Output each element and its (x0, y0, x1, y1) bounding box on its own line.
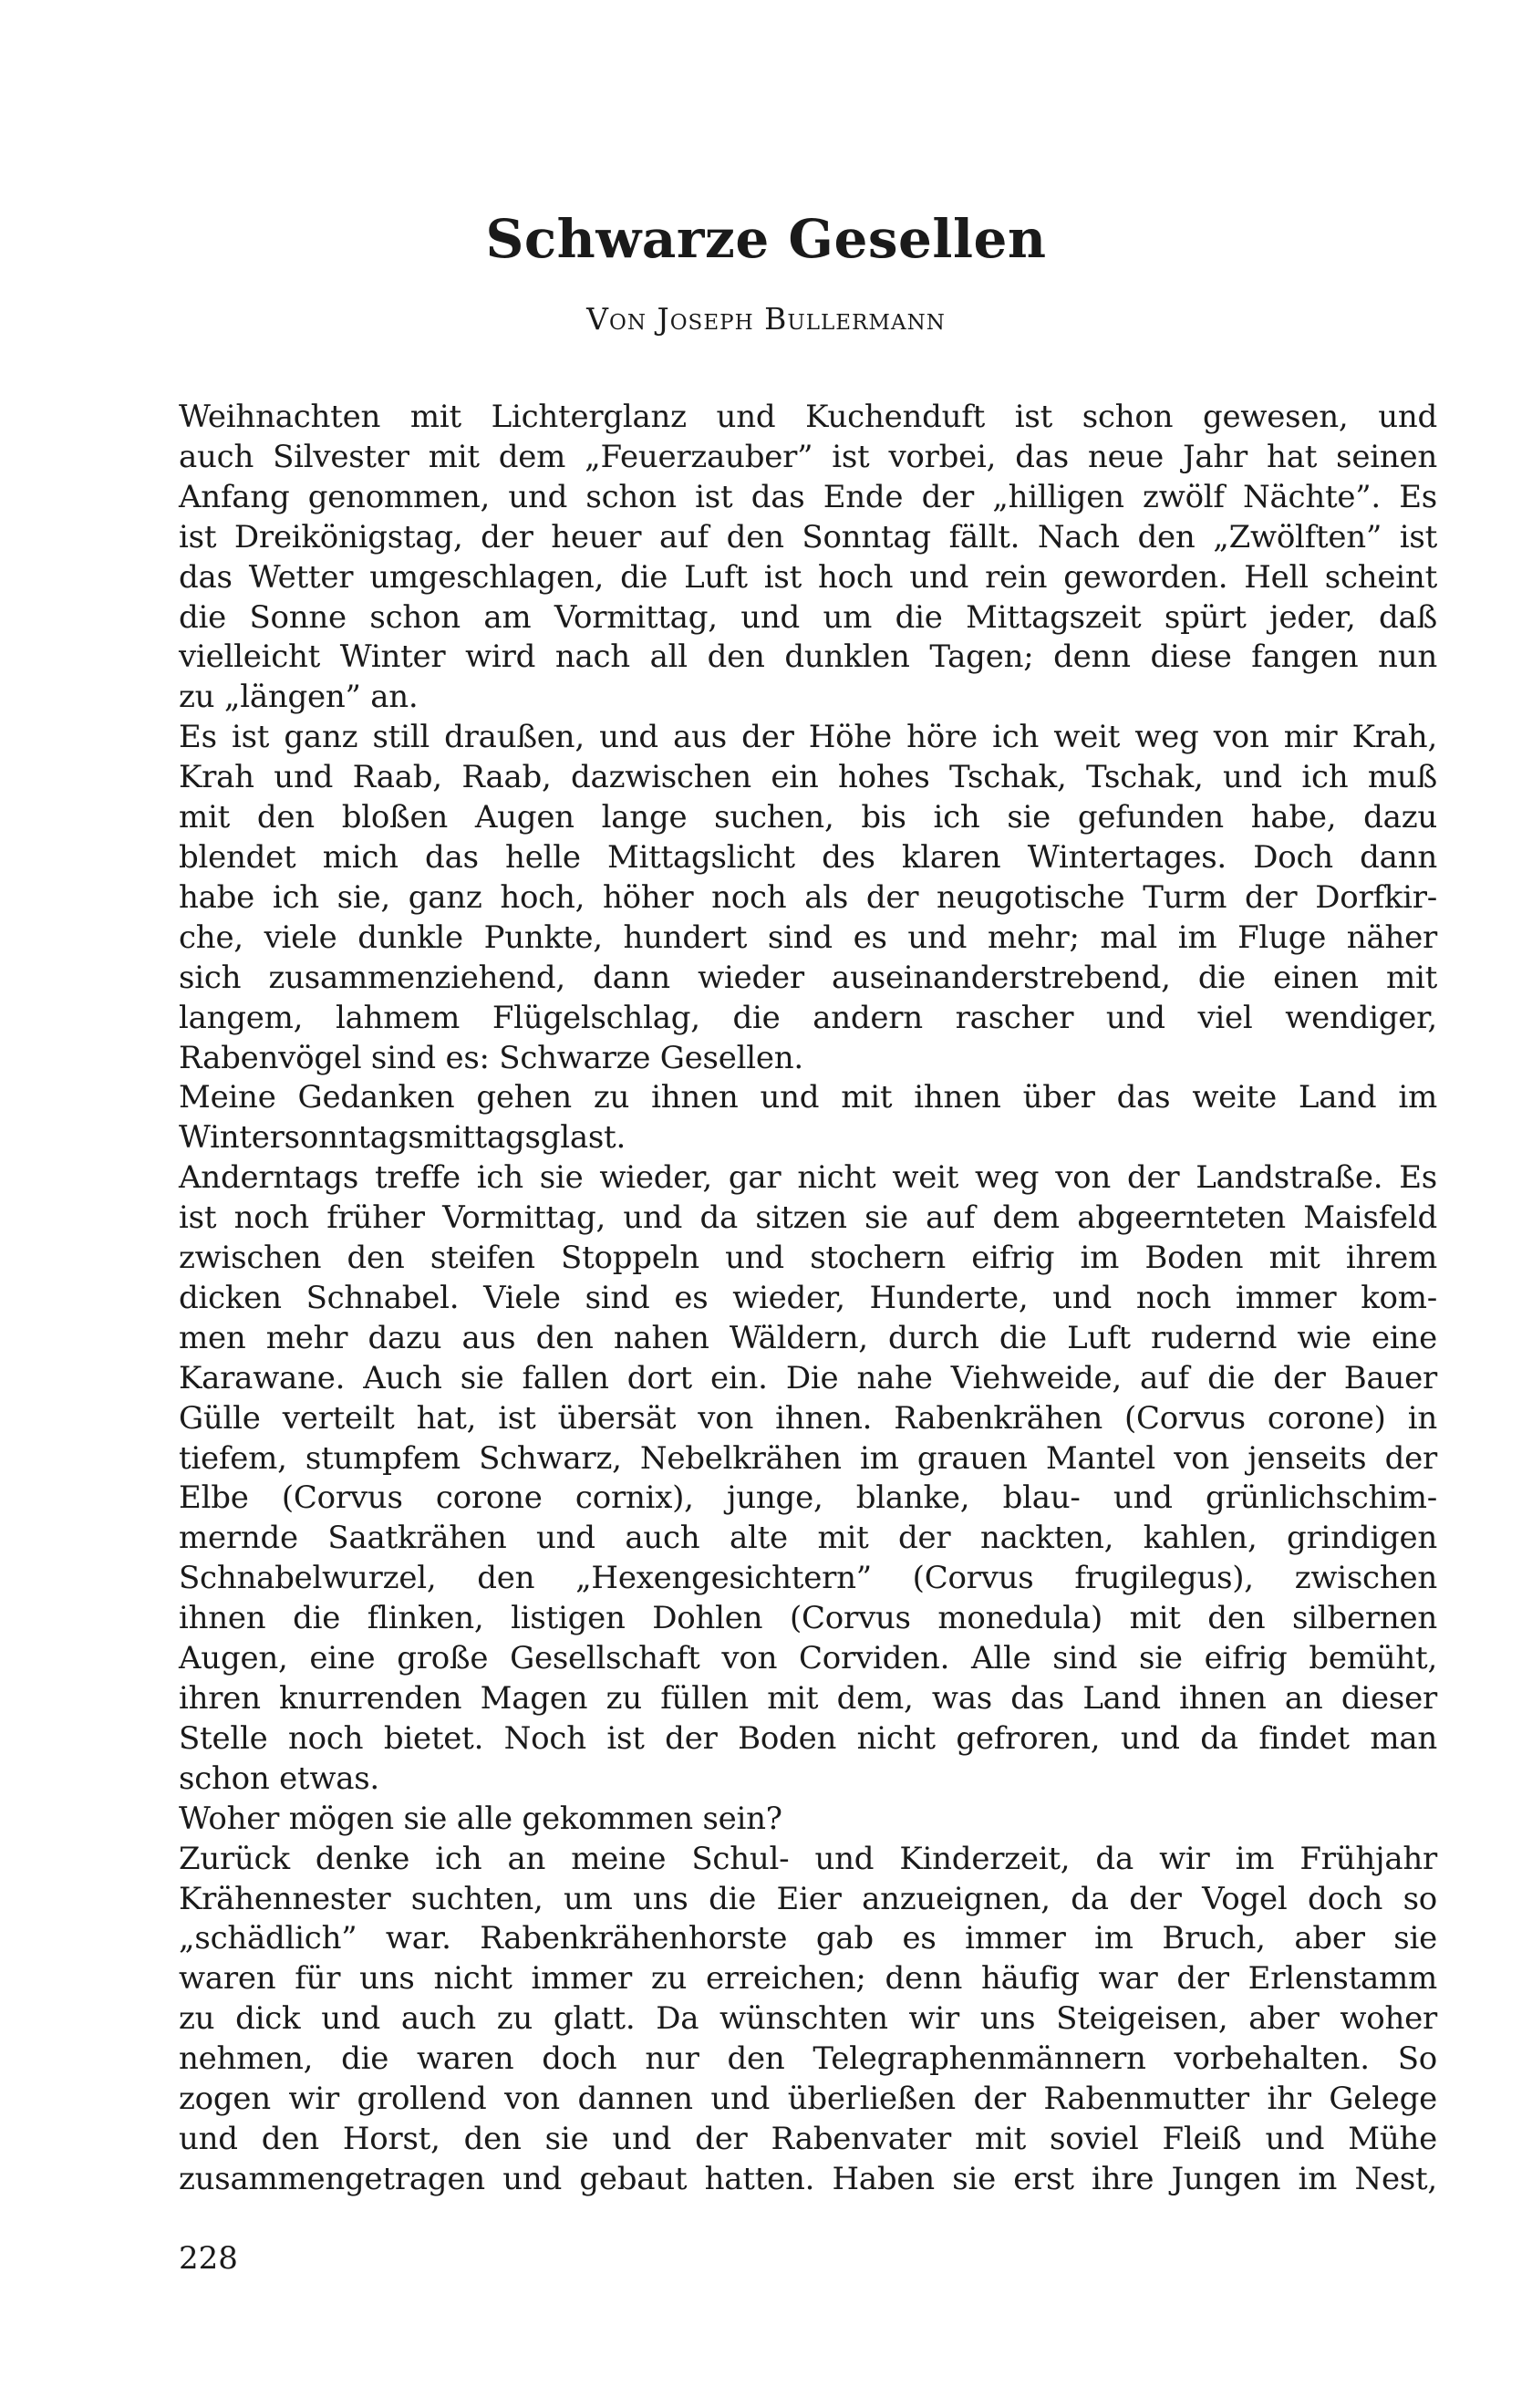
text-line: mernde Saatkrähen und auch alte mit der nackten, kahlen, grindigen (179, 1520, 1437, 1557)
author-byline: Von Joseph Bullermann (586, 301, 946, 337)
text-line: che, viele dunkle Punkte, hundert sind es und mehr; mal im Fluge näher (179, 919, 1437, 956)
text-line: ist Dreikönigstag, der heuer auf den Sonntag fällt. Nach den „Zwölften” ist (179, 518, 1437, 555)
text-line: men mehr dazu aus den nahen Wäldern, durch die Luft rudernd wie eine (179, 1319, 1437, 1356)
text-line: Wintersonntagsmittagsglast. (179, 1119, 626, 1157)
text-line: ist noch früher Vormittag, und da sitzen sie auf dem abgeernteten Maisfeld (179, 1199, 1437, 1237)
text-line: blendet mich das helle Mittagslicht des klaren Wintertages. Doch dann (179, 838, 1437, 876)
text-line: Karawane. Auch sie fallen dort ein. Die nahe Viehweide, auf die der Bauer (179, 1359, 1437, 1396)
text-line: nehmen, die waren doch nur den Telegraphenmännern vorbehalten. So (179, 2040, 1437, 2078)
text-line: Krah und Raab, Raab, dazwischen ein hohes Tschak, Tschak, und ich muß (179, 759, 1437, 796)
text-line: Rabenvögel sind es: Schwarze Gesellen. (179, 1039, 803, 1076)
text-line: Augen, eine große Gesellschaft von Corviden. Alle sind sie eifrig bemüht, (179, 1640, 1437, 1677)
text-line: auch Silvester mit dem „Feuerzauber” ist vorbei, das neue Jahr hat seinen (179, 438, 1437, 475)
text-line: Schnabelwurzel, den „Hexengesichtern” (Corvus frugilegus), zwischen (179, 1560, 1437, 1597)
text-line: sich zusammenziehend, dann wieder auseinanderstrebend, die einen mit (179, 959, 1437, 996)
text-line: Anfang genommen, und schon ist das Ende der „hilligen zwölf Nächte”. Es (179, 478, 1437, 515)
page-number: 228 (179, 2240, 238, 2277)
text-line: Weihnachten mit Lichterglanz und Kuchenduft ist schon gewesen, und (179, 399, 1437, 435)
text-line: mit den bloßen Augen lange suchen, bis ich sie gefunden habe, dazu (179, 799, 1437, 836)
text-line: Krähennester suchten, um uns die Eier anzueignen, da der Vogel doch so (179, 1880, 1437, 1917)
text-line: dicken Schnabel. Viele sind es wieder, Hunderte, und noch immer kom- (179, 1279, 1437, 1316)
text-line: die Sonne schon am Vormittag, und um die Mittagszeit spürt jeder, daß (179, 598, 1437, 636)
text-line: Woher mögen sie alle gekommen sein? (179, 1800, 782, 1837)
text-line: vielleicht Winter wird nach all den dunklen Tagen; denn diese fangen nun (179, 638, 1437, 676)
text-line: schon etwas. (179, 1759, 379, 1797)
text-line: zogen wir grollend von dannen und überließen der Rabenmutter ihr Gelege (179, 2081, 1437, 2118)
text-line: Es ist ganz still draußen, und aus der Höhe höre ich weit weg von mir Krah, (179, 719, 1437, 756)
text-line: Elbe (Corvus corone cornix), junge, blanke, blau- und grünlichschim- (179, 1479, 1437, 1517)
text-line: waren für uns nicht immer zu erreichen; denn häufig war der Erlenstamm (179, 1960, 1437, 1998)
text-line: zwischen den steifen Stoppeln und stochern eifrig im Boden mit ihrem (179, 1240, 1437, 1277)
body-text (179, 398, 1437, 2200)
text-line: „schädlich” war. Rabenkrähenhorste gab es immer im Bruch, aber sie (179, 1920, 1437, 1957)
text-line: das Wetter umgeschlagen, die Luft ist hoch und rein geworden. Hell scheint (179, 558, 1437, 596)
text-line: zusammengetragen und gebaut hatten. Haben sie erst ihre Jungen im Nest, (179, 2160, 1437, 2197)
text-line: ihnen die flinken, listigen Dohlen (Corvus monedula) mit den silbernen (179, 1600, 1437, 1637)
article-title: Schwarze Gesellen (485, 208, 1047, 270)
text-line: Zurück denke ich an meine Schul- und Kinderzeit, da wir im Frühjahr (179, 1840, 1437, 1877)
text-line: und den Horst, den sie und der Rabenvater mit soviel Fleiß und Mühe (179, 2120, 1437, 2157)
text-line: Gülle verteilt hat, ist übersät von ihnen. Rabenkrähen (Corvus corone) in (179, 1399, 1437, 1437)
text-line: zu „längen” an. (179, 679, 419, 716)
text-line: Anderntags treffe ich sie wieder, gar nicht weit weg von der Landstraße. Es (179, 1159, 1437, 1197)
text-line: tiefem, stumpfem Schwarz, Nebelkrähen im grauen Mantel von jenseits der (179, 1439, 1437, 1477)
text-line: Stelle noch bietet. Noch ist der Boden nicht gefroren, und da findet man (179, 1719, 1437, 1757)
text-line: Meine Gedanken gehen zu ihnen und mit ihnen über das weite Land im (179, 1079, 1437, 1116)
text-line: zu dick und auch zu glatt. Da wünschten wir uns Steigeisen, aber woher (179, 2000, 1437, 2038)
text-line: ihren knurrenden Magen zu füllen mit dem, was das Land ihnen an dieser (179, 1680, 1437, 1717)
text-line: langem, lahmem Flügelschlag, die andern rascher und viel wendiger, (179, 999, 1437, 1036)
text-line: habe ich sie, ganz hoch, höher noch als der neugotische Turm der Dorfkir- (179, 878, 1437, 916)
